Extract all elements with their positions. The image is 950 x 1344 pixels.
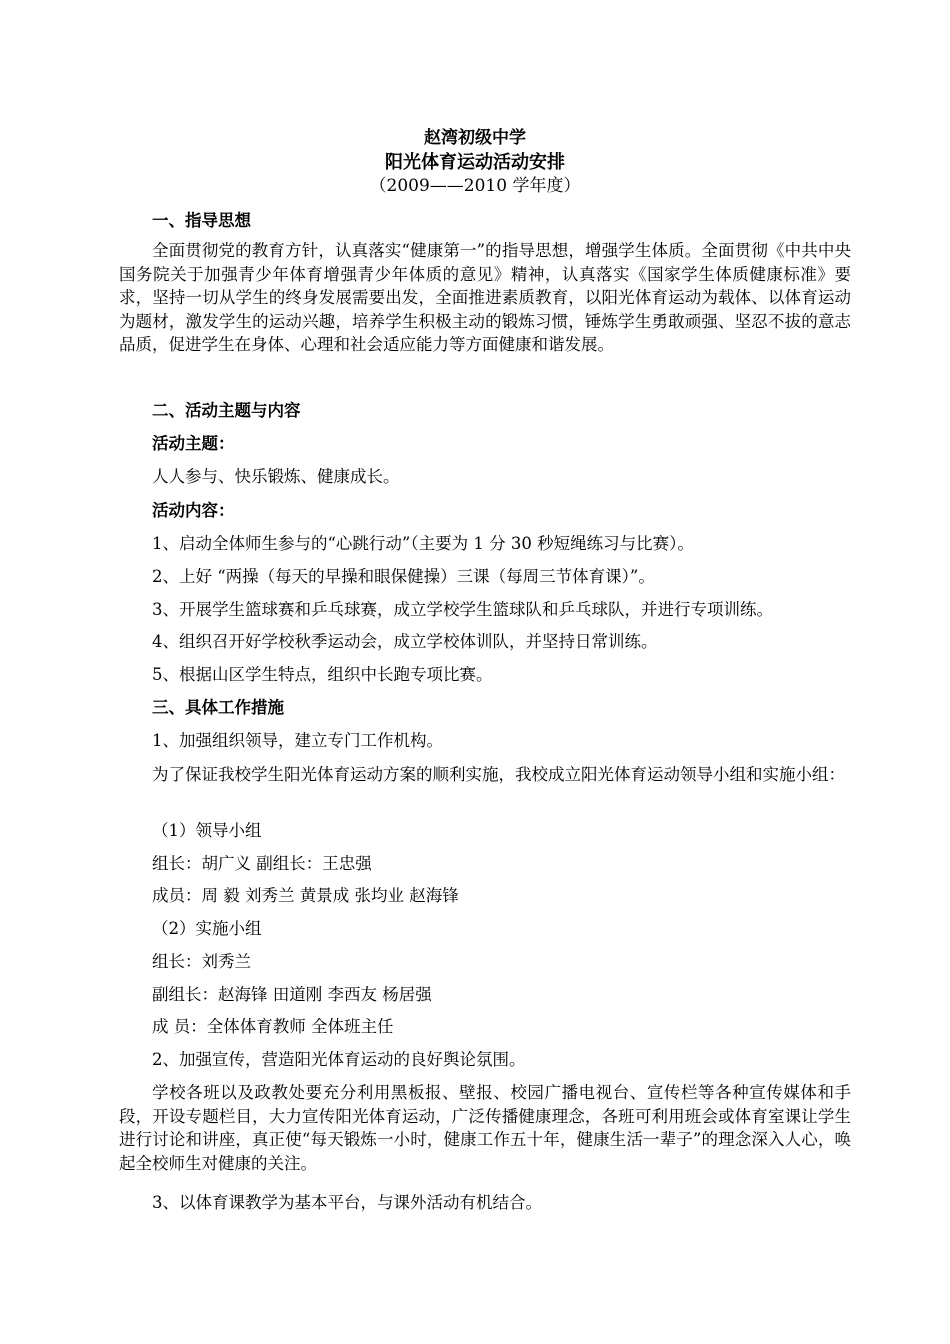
content-item-3: 3、开展学生篮球赛和乒乓球赛，成立学校学生篮球队和乒乓球队，并进行专项训练。: [152, 600, 773, 619]
content-label: 活动内容：: [152, 501, 235, 520]
measure-1-body: 为了保证我校学生阳光体育运动方案的顺利实施，我校成立阳光体育运动领导小组和实施小组：: [152, 765, 845, 784]
group-2-leader: 组长：刘秀兰: [152, 952, 251, 971]
content-item-4: 4、组织召开好学校秋季运动会，成立学校体训队，并坚持日常训练。: [152, 632, 658, 651]
section-1-body: 全面贯彻党的教育方针，认真落实“健康第一”的指导思想，增强学生体质。全面贯彻《中共中央国务院关于加强青少年体育增强青少年体质的意见》精神，认真落实《国家学生体质健康标准》要求，坚持一切从学生的终身发展需要出发，全面推进素质教育，以阳光体育运动为载体、以体育运动为题材，激发学生的运动兴趣，培养学生积极主动的锻炼习惯，锤炼学生勇敢顽强、坚忍不拔的意志品质，促进学生在身体、心理和社会适应能力等方面健康和谐发展。: [119, 241, 851, 355]
content-item-5: 5、根据山区学生特点，组织中长跑专项比赛。: [152, 665, 493, 684]
content-item-1: 1、启动全体师生参与的“心跳行动”（主要为 1 分 30 秒短绳练习与比赛）。: [152, 534, 694, 553]
document-title: 阳光体育运动活动安排: [385, 152, 565, 173]
theme-text: 人人参与、快乐锻炼、健康成长。: [152, 467, 400, 486]
section-3-heading: 三、具体工作措施: [152, 698, 284, 717]
measure-3-title: 3、以体育课教学为基本平台，与课外活动有机结合。: [152, 1193, 542, 1212]
group-2-members: 成 员：全体体育教师 全体班主任: [152, 1017, 394, 1036]
group-2-title: （2）实施小组: [152, 919, 262, 938]
group-2-deputy: 副组长：赵海锋 田道刚 李西友 杨居强: [152, 985, 432, 1004]
theme-label: 活动主题：: [152, 434, 235, 453]
school-year: （2009——2010 学年度）: [369, 176, 581, 196]
school-name: 赵湾初级中学: [424, 128, 526, 148]
content-item-2: 2、上好 “两操（每天的早操和眼保健操）三课（每周三节体育课）”。: [152, 567, 655, 586]
group-1-leader: 组长：胡广义 副组长：王忠强: [152, 854, 372, 873]
measure-2-body: 学校各班以及政教处要充分利用黑板报、壁报、校园广播电视台、宣传栏等各种宣传媒体和手段，开设专题栏目，大力宣传阳光体育运动，广泛传播健康理念，各班可利用班会或体育室课让学生进行讨论和讲座，真正使“每天锻炼一小时，健康工作五十年，健康生活一辈子”的理念深入人心，唤起全校师生对健康的关注。: [119, 1083, 851, 1173]
measure-1-title: 1、加强组织领导，建立专门工作机构。: [152, 731, 443, 750]
section-1-heading: 一、指导思想: [152, 211, 251, 230]
group-1-members: 成员：周 毅 刘秀兰 黄景成 张均业 赵海锋: [152, 886, 459, 905]
group-1-title: （1）领导小组: [152, 821, 262, 840]
section-2-heading: 二、活动主题与内容: [152, 401, 301, 420]
measure-2-title: 2、加强宣传，营造阳光体育运动的良好舆论氛围。: [152, 1050, 526, 1069]
